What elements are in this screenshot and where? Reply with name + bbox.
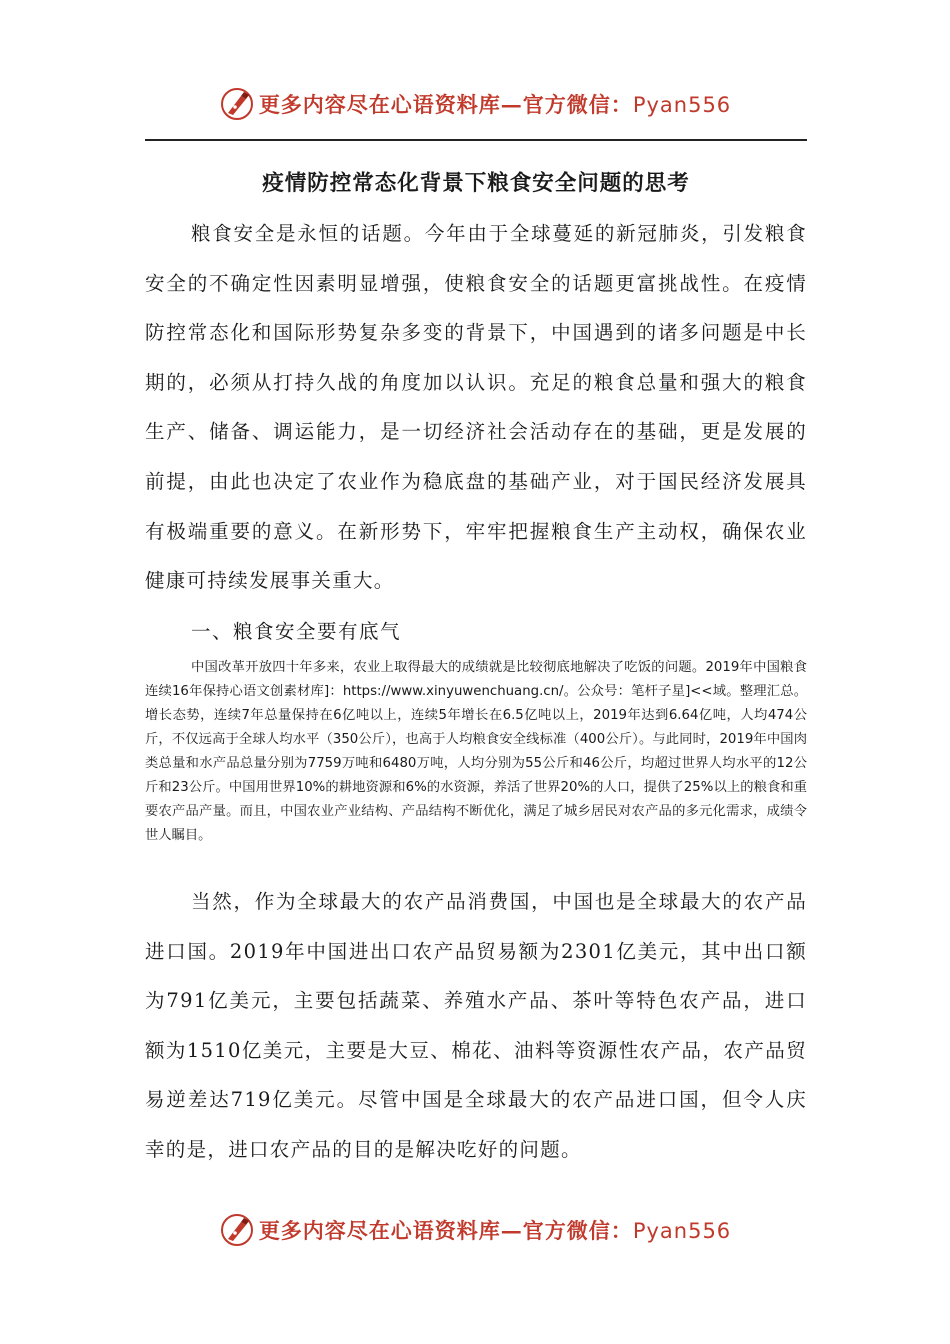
intro-paragraph: 粮食安全是永恒的话题。今年由于全球蔓延的新冠肺炎，引发粮食安全的不确定性因素明显增强，使粮食安全的话题更富挑战性。在疫情防控常态化和国际形势复杂多变的背景下，中国遇到的诸多问题是中长期的，必须从打持久战的角度加以认识。充足的粮食总量和强大的粮食生产、储备、调运能力，是一切经济社会活动存在的基础，更是发展的前提，由此也决定了农业作为稳底盘的基础产业，对于国民经济发展具有极端重要的意义。在新形势下，牢牢把握粮食生产主动权，确保农业健康可持续发展事关重大。 [145, 222, 807, 593]
banner-slogan: 更多内容尽在心语资料库—官方微信： [258, 92, 633, 117]
banner-wechat-id: Pyan556 [632, 1219, 732, 1243]
banner-text [259, 1215, 731, 1245]
document-title: 疫情防控常态化背景下粮食安全问题的思考 [262, 171, 690, 196]
footer-banner [0, 1208, 950, 1252]
banner-wechat-id: Pyan556 [632, 93, 732, 117]
header-banner [0, 82, 950, 126]
banner-text [259, 89, 731, 119]
body-paragraph-small: 中国改革开放四十年多来，农业上取得最大的成绩就是比较彻底地解决了吃饭的问题。2019年中国粮食连续16年保持心语文创素材库]：https://www.xinyuwenchuang.cn/。公众号：笔杆子星]<<域。整理汇总。增长态势，连续7年总量保持在6亿吨以上，连续5年增长在6.5亿吨以上，2019年达到6.64亿吨，人均474公斤，不仅远高于全球人均水平（350公斤），也高于人均粮食安全线标准（400公斤）。与此同时，2019年中国肉类总量和水产品总量分别为7759万吨和6480万吨，人均分别为55公斤和46公斤，均超过世界人均水平的12公斤和23公斤。中国用世界10%的耕地资源和6%的水资源，养活了世界20%的人口，提供了25%以上的粮食和重要农产品产量。而且，中国农业产业结构、产品结构不断优化，满足了城乡居民对农产品的多元化需求，成绩令世人瞩目。 [145, 660, 807, 843]
pen-nib-logo-icon [219, 86, 255, 122]
body-paragraph: 当然，作为全球最大的农产品消费国，中国也是全球最大的农产品进口国。2019年中国进出口农产品贸易额为2301亿美元，其中出口额为791亿美元，主要包括蔬菜、养殖水产品、茶叶等特色农产品，进口额为1510亿美元，主要是大豆、棉花、油料等资源性农产品，农产品贸易逆差达719亿美元。尽管中国是全球最大的农产品进口国，但令人庆幸的是，进口农产品的目的是解决吃好的问题。 [145, 890, 807, 1161]
header-divider [145, 139, 807, 141]
pen-nib-logo-icon [219, 1212, 255, 1248]
banner-slogan: 更多内容尽在心语资料库—官方微信： [258, 1218, 633, 1243]
section-heading: 一、粮食安全要有底气 [191, 620, 402, 643]
